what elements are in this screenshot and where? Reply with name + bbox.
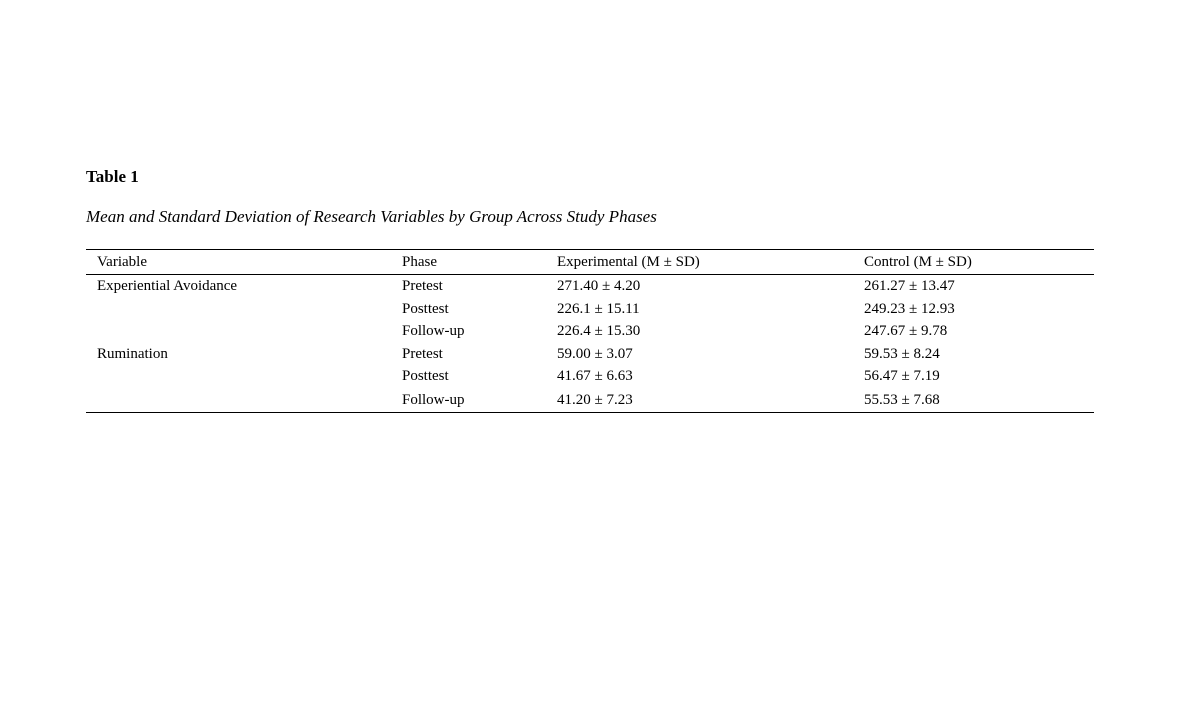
table-body	[86, 275, 1094, 413]
cell-phase: Pretest	[402, 278, 443, 294]
cell-control: 59.53 ± 8.24	[864, 345, 940, 362]
cell-variable	[86, 365, 391, 388]
cell-phase: Follow-up	[402, 323, 465, 340]
cell-experimental: 226.4 ± 15.30	[557, 323, 641, 340]
cell-variable	[86, 388, 391, 413]
cell-control: 261.27 ± 13.47	[864, 278, 955, 294]
table-header	[86, 250, 1094, 275]
cell-variable: Experiential Avoidance	[97, 278, 238, 294]
cell-control: 249.23 ± 12.93	[864, 300, 955, 317]
header-phase: Phase	[402, 254, 437, 270]
cell-experimental: 41.20 ± 7.23	[557, 391, 633, 408]
cell-phase: Posttest	[402, 300, 449, 317]
table-caption: Mean and Standard Deviation of Research Variables by Group Across Study Phases	[86, 207, 657, 226]
header-control: Control (M ± SD)	[864, 254, 972, 270]
cell-variable	[86, 298, 391, 321]
table-number: Table 1	[86, 167, 139, 186]
table-row	[86, 343, 1094, 366]
table-row	[86, 388, 1094, 413]
cell-phase: Posttest	[402, 368, 449, 385]
cell-experimental: 41.67 ± 6.63	[557, 368, 633, 385]
table-row	[86, 320, 1094, 343]
table-row	[86, 365, 1094, 388]
header-variable: Variable	[97, 254, 147, 270]
cell-experimental: 226.1 ± 15.11	[557, 300, 640, 317]
table-row	[86, 298, 1094, 321]
data-table	[86, 249, 1094, 413]
cell-control: 247.67 ± 9.78	[864, 323, 948, 340]
cell-experimental: 59.00 ± 3.07	[557, 345, 633, 362]
cell-experimental: 271.40 ± 4.20	[557, 278, 641, 294]
cell-phase: Follow-up	[402, 391, 465, 408]
cell-control: 55.53 ± 7.68	[864, 391, 940, 408]
cell-phase: Pretest	[402, 345, 443, 362]
table-row	[86, 275, 1094, 298]
cell-variable: Rumination	[97, 345, 168, 362]
cell-variable	[86, 320, 391, 343]
header-row	[86, 250, 1094, 275]
header-experimental: Experimental (M ± SD)	[557, 254, 700, 270]
cell-control: 56.47 ± 7.19	[864, 368, 940, 385]
